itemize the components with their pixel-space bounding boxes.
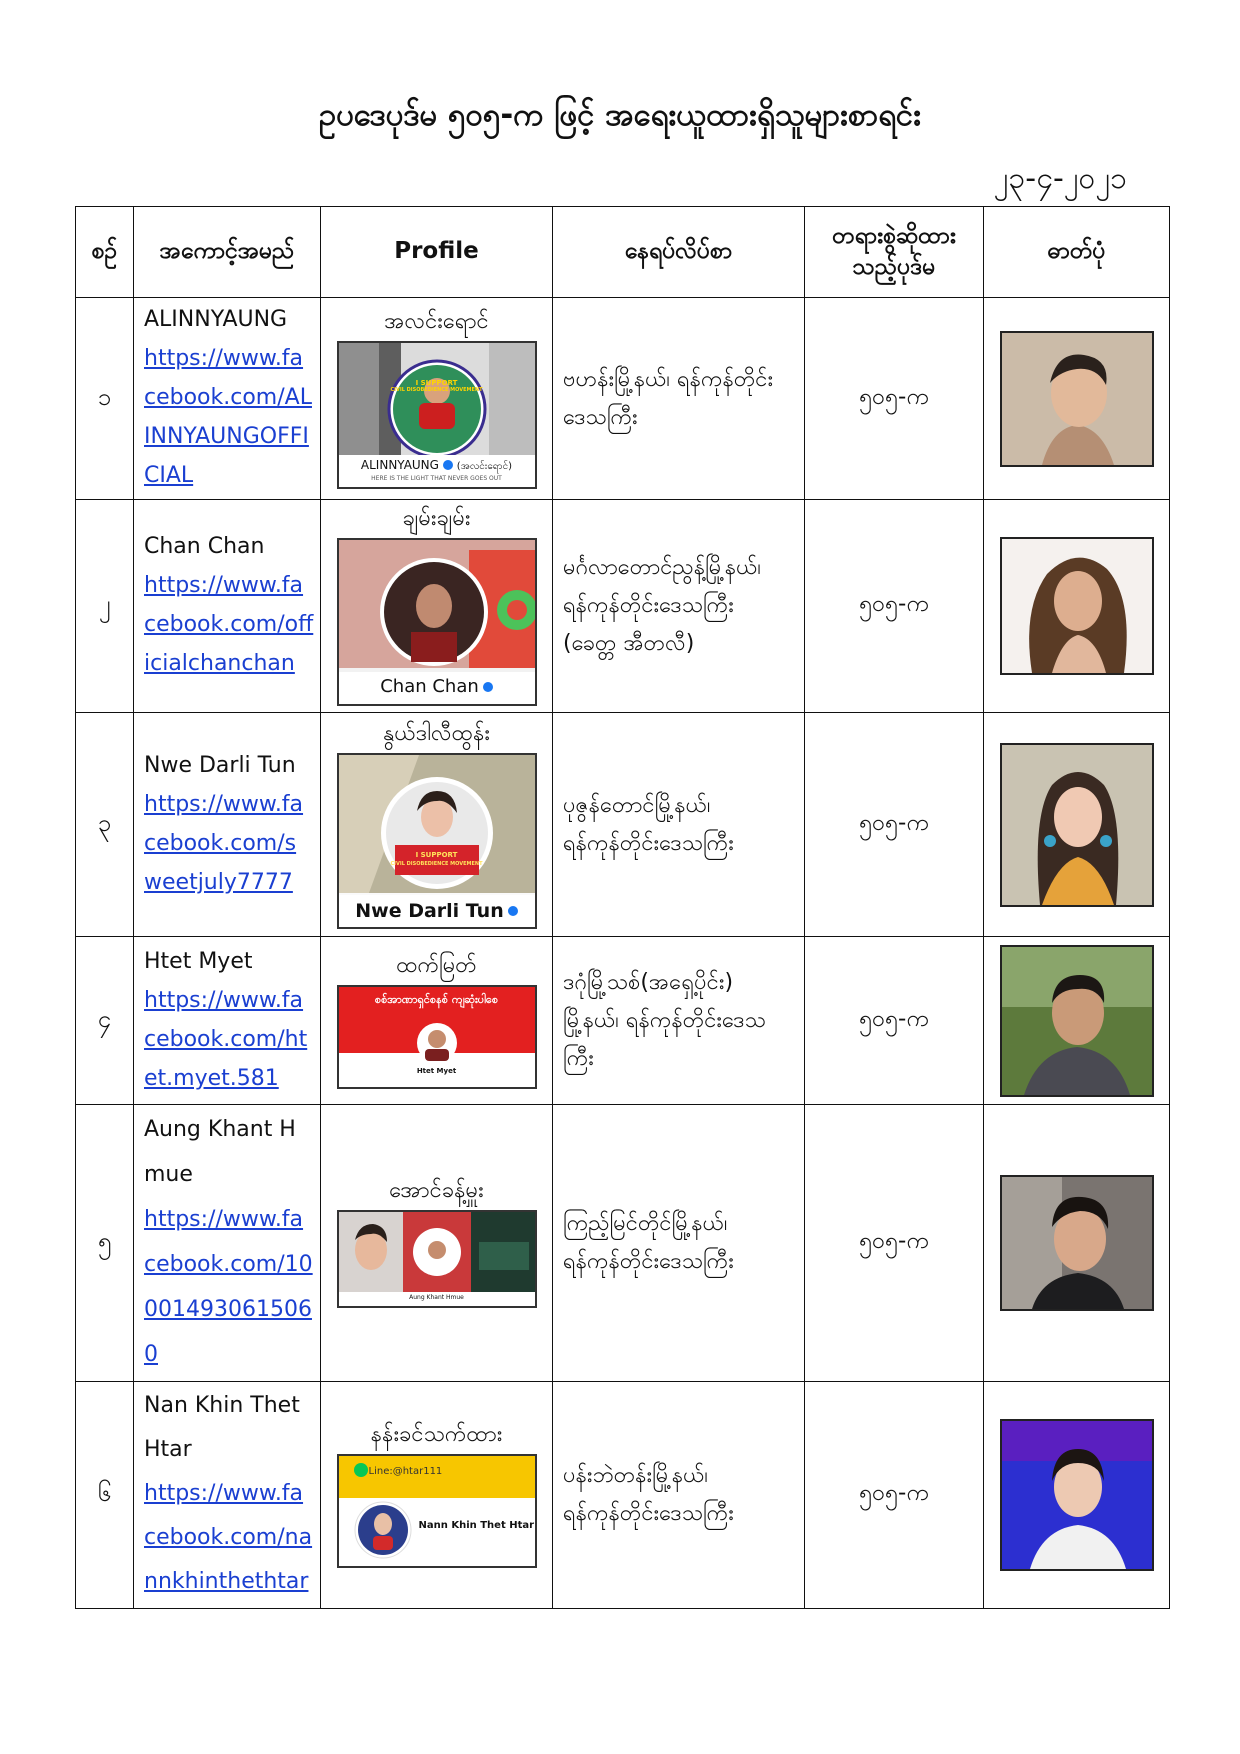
facebook-link[interactable]: https://www.facebook.com/officialchanchan xyxy=(144,573,314,676)
profile-name: နန်းခင်သက်ထား xyxy=(370,1422,503,1447)
document-date: ၂၃-၄-၂၀၂၁ xyxy=(993,161,1127,196)
profile-badge-text: I SUPPORT CIVIL DISOBEDIENCE MOVEMENT xyxy=(390,850,483,867)
photo-cell xyxy=(984,1105,1170,1382)
account-name: ALINNYAUNG xyxy=(144,307,288,332)
profile-cell xyxy=(321,1105,553,1382)
verified-icon xyxy=(508,906,518,916)
facebook-link[interactable]: https://www.facebook.com/100014930615060 xyxy=(144,1207,313,1367)
page-title: ဥပဒေပုဒ်မ ၅၀၅-က ဖြင့် အရေးယူထားရှိသူများစာရင်း xyxy=(319,97,921,133)
photo-cell xyxy=(984,298,1170,500)
account-name: Htet Myet xyxy=(144,948,253,974)
profile-card xyxy=(337,1454,537,1568)
section-cell: ၅၀၅-က xyxy=(805,713,984,937)
address-cell: ပန်းဘဲတန်းမြို့နယ်၊ ရန်ကုန်တိုင်းဒေသကြီး xyxy=(553,1382,805,1609)
row-number: ၁ xyxy=(76,298,134,500)
header-no: စဉ် xyxy=(76,207,134,298)
account-name: Nan Khin Thet Htar xyxy=(144,1393,300,1462)
account-cell xyxy=(134,937,321,1105)
account-name: Aung Khant Hmue xyxy=(144,1117,296,1187)
card-suffix: (အလင်းရောင်) xyxy=(456,460,513,472)
row-number: ၂ xyxy=(76,500,134,713)
header-section: တရားစွဲဆိုထားသည့်ပုဒ်မ xyxy=(805,207,984,298)
card-name: Nwe Darli Tun xyxy=(355,899,504,922)
card-tagline: HERE IS THE LIGHT THAT NEVER GOES OUT xyxy=(371,474,502,482)
account-cell xyxy=(134,713,321,937)
profile-cell xyxy=(321,1382,553,1609)
account-cell xyxy=(134,298,321,500)
section-cell: ၅၀၅-က xyxy=(805,1382,984,1609)
section-cell: ၅၀၅-က xyxy=(805,298,984,500)
table-row xyxy=(76,1105,1170,1382)
profile-cell xyxy=(321,298,553,500)
profile-name: နွယ်ဒါလီထွန်း xyxy=(383,720,490,746)
profile-name: ချမ်းချမ်း xyxy=(402,506,471,531)
table-row xyxy=(76,713,1170,937)
header-account-name: အကောင့်အမည် xyxy=(134,207,321,298)
card-line-id: Line:@htar111 xyxy=(368,1466,443,1477)
profile-card-image xyxy=(339,1212,535,1306)
profile-card xyxy=(337,538,537,706)
section-cell: ၅၀၅-က xyxy=(805,937,984,1105)
profile-cell xyxy=(321,500,553,713)
profile-card-footer xyxy=(339,672,535,704)
facebook-link[interactable]: https://www.facebook.com/sweetjuly7777 xyxy=(144,791,304,895)
row-number: ၅ xyxy=(76,1105,134,1382)
card-name: ALINNYAUNG xyxy=(360,457,439,472)
person-photo xyxy=(1000,1175,1154,1311)
profile-card xyxy=(337,753,537,929)
photo-cell xyxy=(984,937,1170,1105)
profile-cell xyxy=(321,937,553,1105)
account-cell xyxy=(134,500,321,713)
verified-icon xyxy=(483,682,493,692)
header-photo: ဓာတ်ပုံ xyxy=(984,207,1170,298)
card-name: Nann Khin Thet Htar xyxy=(418,1520,535,1531)
address-cell: ပုဇွန်တောင်မြို့နယ်၊ ရန်ကုန်တိုင်းဒေသကြီး xyxy=(553,713,805,937)
address-cell: ကြည့်မြင်တိုင်မြို့နယ်၊ ရန်ကုန်တိုင်းဒေသကြီး xyxy=(553,1105,805,1382)
card-name: Chan Chan xyxy=(380,676,479,697)
facebook-link[interactable]: https://www.facebook.com/ALINNYAUNGOFFICIAL xyxy=(144,346,312,488)
account-name: Chan Chan xyxy=(144,534,265,559)
card-name: Htet Myet xyxy=(416,1066,457,1075)
account-cell xyxy=(134,1105,321,1382)
card-banner: စစ်အာဏာရှင်စနစ် ကျဆုံးပါစေ xyxy=(339,987,535,1053)
profile-name: အောင်ခန့်မှူး xyxy=(389,1178,484,1203)
profile-card-footer xyxy=(339,895,535,927)
person-photo xyxy=(1000,743,1154,907)
section-cell: ၅၀၅-က xyxy=(805,1105,984,1382)
verified-icon xyxy=(443,460,453,470)
table-row xyxy=(76,937,1170,1105)
accounts-table xyxy=(75,206,1170,1609)
photo-cell xyxy=(984,500,1170,713)
facebook-link[interactable]: https://www.facebook.com/nannkhinthethtar xyxy=(144,1481,313,1594)
photo-cell xyxy=(984,1382,1170,1609)
person-photo xyxy=(1000,537,1154,675)
table-row xyxy=(76,1382,1170,1609)
person-photo xyxy=(1000,1419,1154,1571)
profile-card xyxy=(337,341,537,489)
card-name: Aung Khant Hmue xyxy=(409,1294,464,1301)
person-photo xyxy=(1000,945,1154,1097)
profile-name: ထက်မြတ် xyxy=(396,952,477,978)
profile-card-avatar xyxy=(339,1456,535,1566)
section-cell: ၅၀၅-က xyxy=(805,500,984,713)
account-name: Nwe Darli Tun xyxy=(144,752,296,778)
account-cell xyxy=(134,1382,321,1609)
address-cell: ဒဂုံမြို့သစ်(အရှေ့ပိုင်း) မြို့နယ်၊ ရန်ကုန်တိုင်းဒေသကြီး xyxy=(553,937,805,1105)
row-number: ၆ xyxy=(76,1382,134,1609)
profile-name: အလင်းရောင် xyxy=(384,308,489,334)
table-header-row xyxy=(76,207,1170,298)
profile-cell xyxy=(321,713,553,937)
address-cell: ဗဟန်းမြို့နယ်၊ ရန်ကုန်တိုင်းဒေသကြီး xyxy=(553,298,805,500)
table-row xyxy=(76,500,1170,713)
facebook-link[interactable]: https://www.facebook.com/htet.myet.581 xyxy=(144,987,308,1091)
header-address: နေရပ်လိပ်စာ xyxy=(553,207,805,298)
row-number: ၃ xyxy=(76,713,134,937)
address-cell: မင်္ဂလာတောင်ညွန့်မြို့နယ်၊ ရန်ကုန်တိုင်းဒေသကြီး (ခေတ္တ အီတလီ) xyxy=(553,500,805,713)
profile-card xyxy=(337,1210,537,1308)
row-number: ၄ xyxy=(76,937,134,1105)
photo-cell xyxy=(984,713,1170,937)
table-row xyxy=(76,298,1170,500)
profile-card xyxy=(337,985,537,1089)
person-photo xyxy=(1000,331,1154,467)
profile-card-footer xyxy=(339,455,535,487)
profile-badge-text: I SUPPORT CIVIL DISOBEDIENCE MOVEMENT xyxy=(390,378,483,393)
header-profile: Profile xyxy=(321,207,553,298)
